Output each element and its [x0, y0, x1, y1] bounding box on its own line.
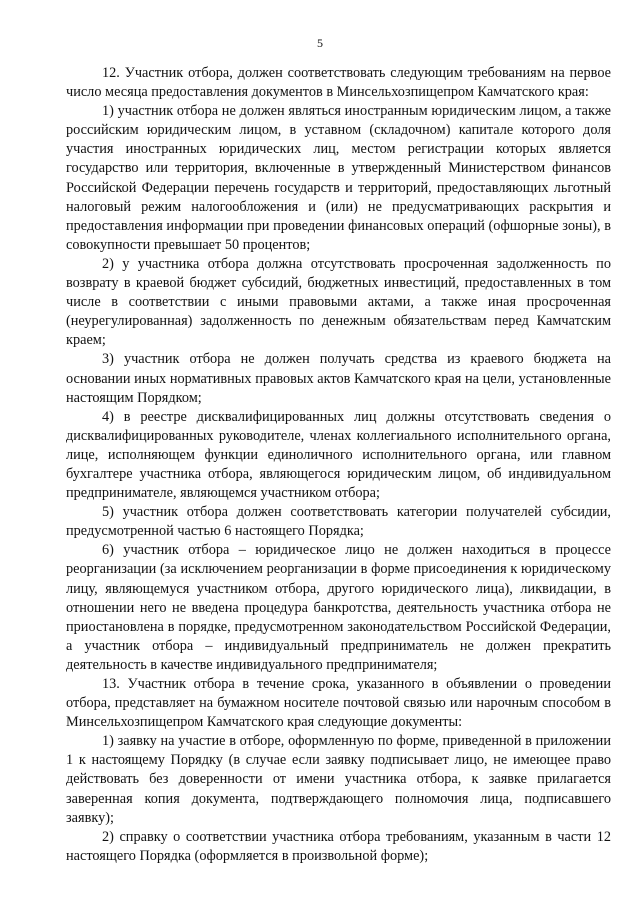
paragraph-item-1-foreign-entity: 1) участник отбора не должен являться иностранным юридическим лицом, а также российским юридическим лицом, в уставном (складочном) капитале которого доля участия иностранных юридических лиц, местом регистрации которых является государство или территория, включенные в утвержденный Министерством финансов Российской Федерации перечень государств и территорий, предоставляющих льготный налоговый режим налогообложения и (или) не предусматривающих раскрытия и предоставления информации при проведении финансовых операций (офшорные зоны), в совокупности превышает 50 процентов; [66, 103, 611, 253]
document-body [66, 64, 611, 866]
paragraph-doc-2-certificate: 2) справку о соответствии участника отбора требованиям, указанным в части 12 настоящего Порядка (оформляется в произвольной форме); [66, 828, 611, 864]
paragraph-item-6-reorganization: 6) участник отбора – юридическое лицо не должен находиться в процессе реорганизации (за исключением реорганизации в форме присоединения к юридическому лицу, являющемуся участником отбора, другого юридического лица), ликвидации, в отношении него не введена процедура банкротства, деятельность участника отбора не приостановлена в порядке, предусмотренном законодательством Российской Федерации, а участник отбора – индивидуальный предприниматель не должен прекратить деятельность в качестве индивидуального предпринимателя; [66, 542, 611, 673]
paragraph-section-12: 12. Участник отбора, должен соответствовать следующим требованиям на первое число месяца предоставления документов в Минсельхозпищепром Камчатского края: [66, 65, 611, 101]
paragraph-section-13: 13. Участник отбора в течение срока, указанного в объявлении о проведении отбора, представляет на бумажном носителе почтовой связью или нарочным способом в Минсельхозпищепром Камчатского края следующие документы: [66, 676, 611, 731]
paragraph-item-4-disqualified-registry: 4) в реестре дисквалифицированных лиц должны отсутствовать сведения о дисквалифицированных руководителе, членах коллегиального исполнительного органа, лице, исполняющем функции единоличного исполнительного органа, или главном бухгалтере участника отбора, являющегося юридическим лицом, об индивидуальном предпринимателе, являющемся участником отбора; [66, 408, 611, 502]
paragraph-item-5-category: 5) участник отбора должен соответствовать категории получателей субсидии, предусмотренной частью 6 настоящего Порядка; [66, 504, 611, 540]
paragraph-item-2-debt: 2) у участника отбора должна отсутствовать просроченная задолженность по возврату в краевой бюджет субсидий, бюджетных инвестиций, предоставленных в том числе в соответствии с иными правовыми актами, а также иная просроченная (неурегулированная) задолженность по денежным обязательствам перед Камчатским краем; [66, 255, 611, 349]
page-number: 5 [317, 36, 323, 50]
paragraph-item-3-budget-funds: 3) участник отбора не должен получать средства из краевого бюджета на основании иных нормативных правовых актов Камчатского края на цели, установленные настоящим Порядком; [66, 351, 611, 406]
paragraph-doc-1-application: 1) заявку на участие в отборе, оформленную по форме, приведенной в приложении 1 к настоящему Порядку (в случае если заявку подписывает лицо, не имеющее право действовать без доверенности от имени участника отбора, к заявке прилагается заверенная копия документа, подтверждающего полномочия лица, подписавшего заявку); [66, 733, 611, 826]
